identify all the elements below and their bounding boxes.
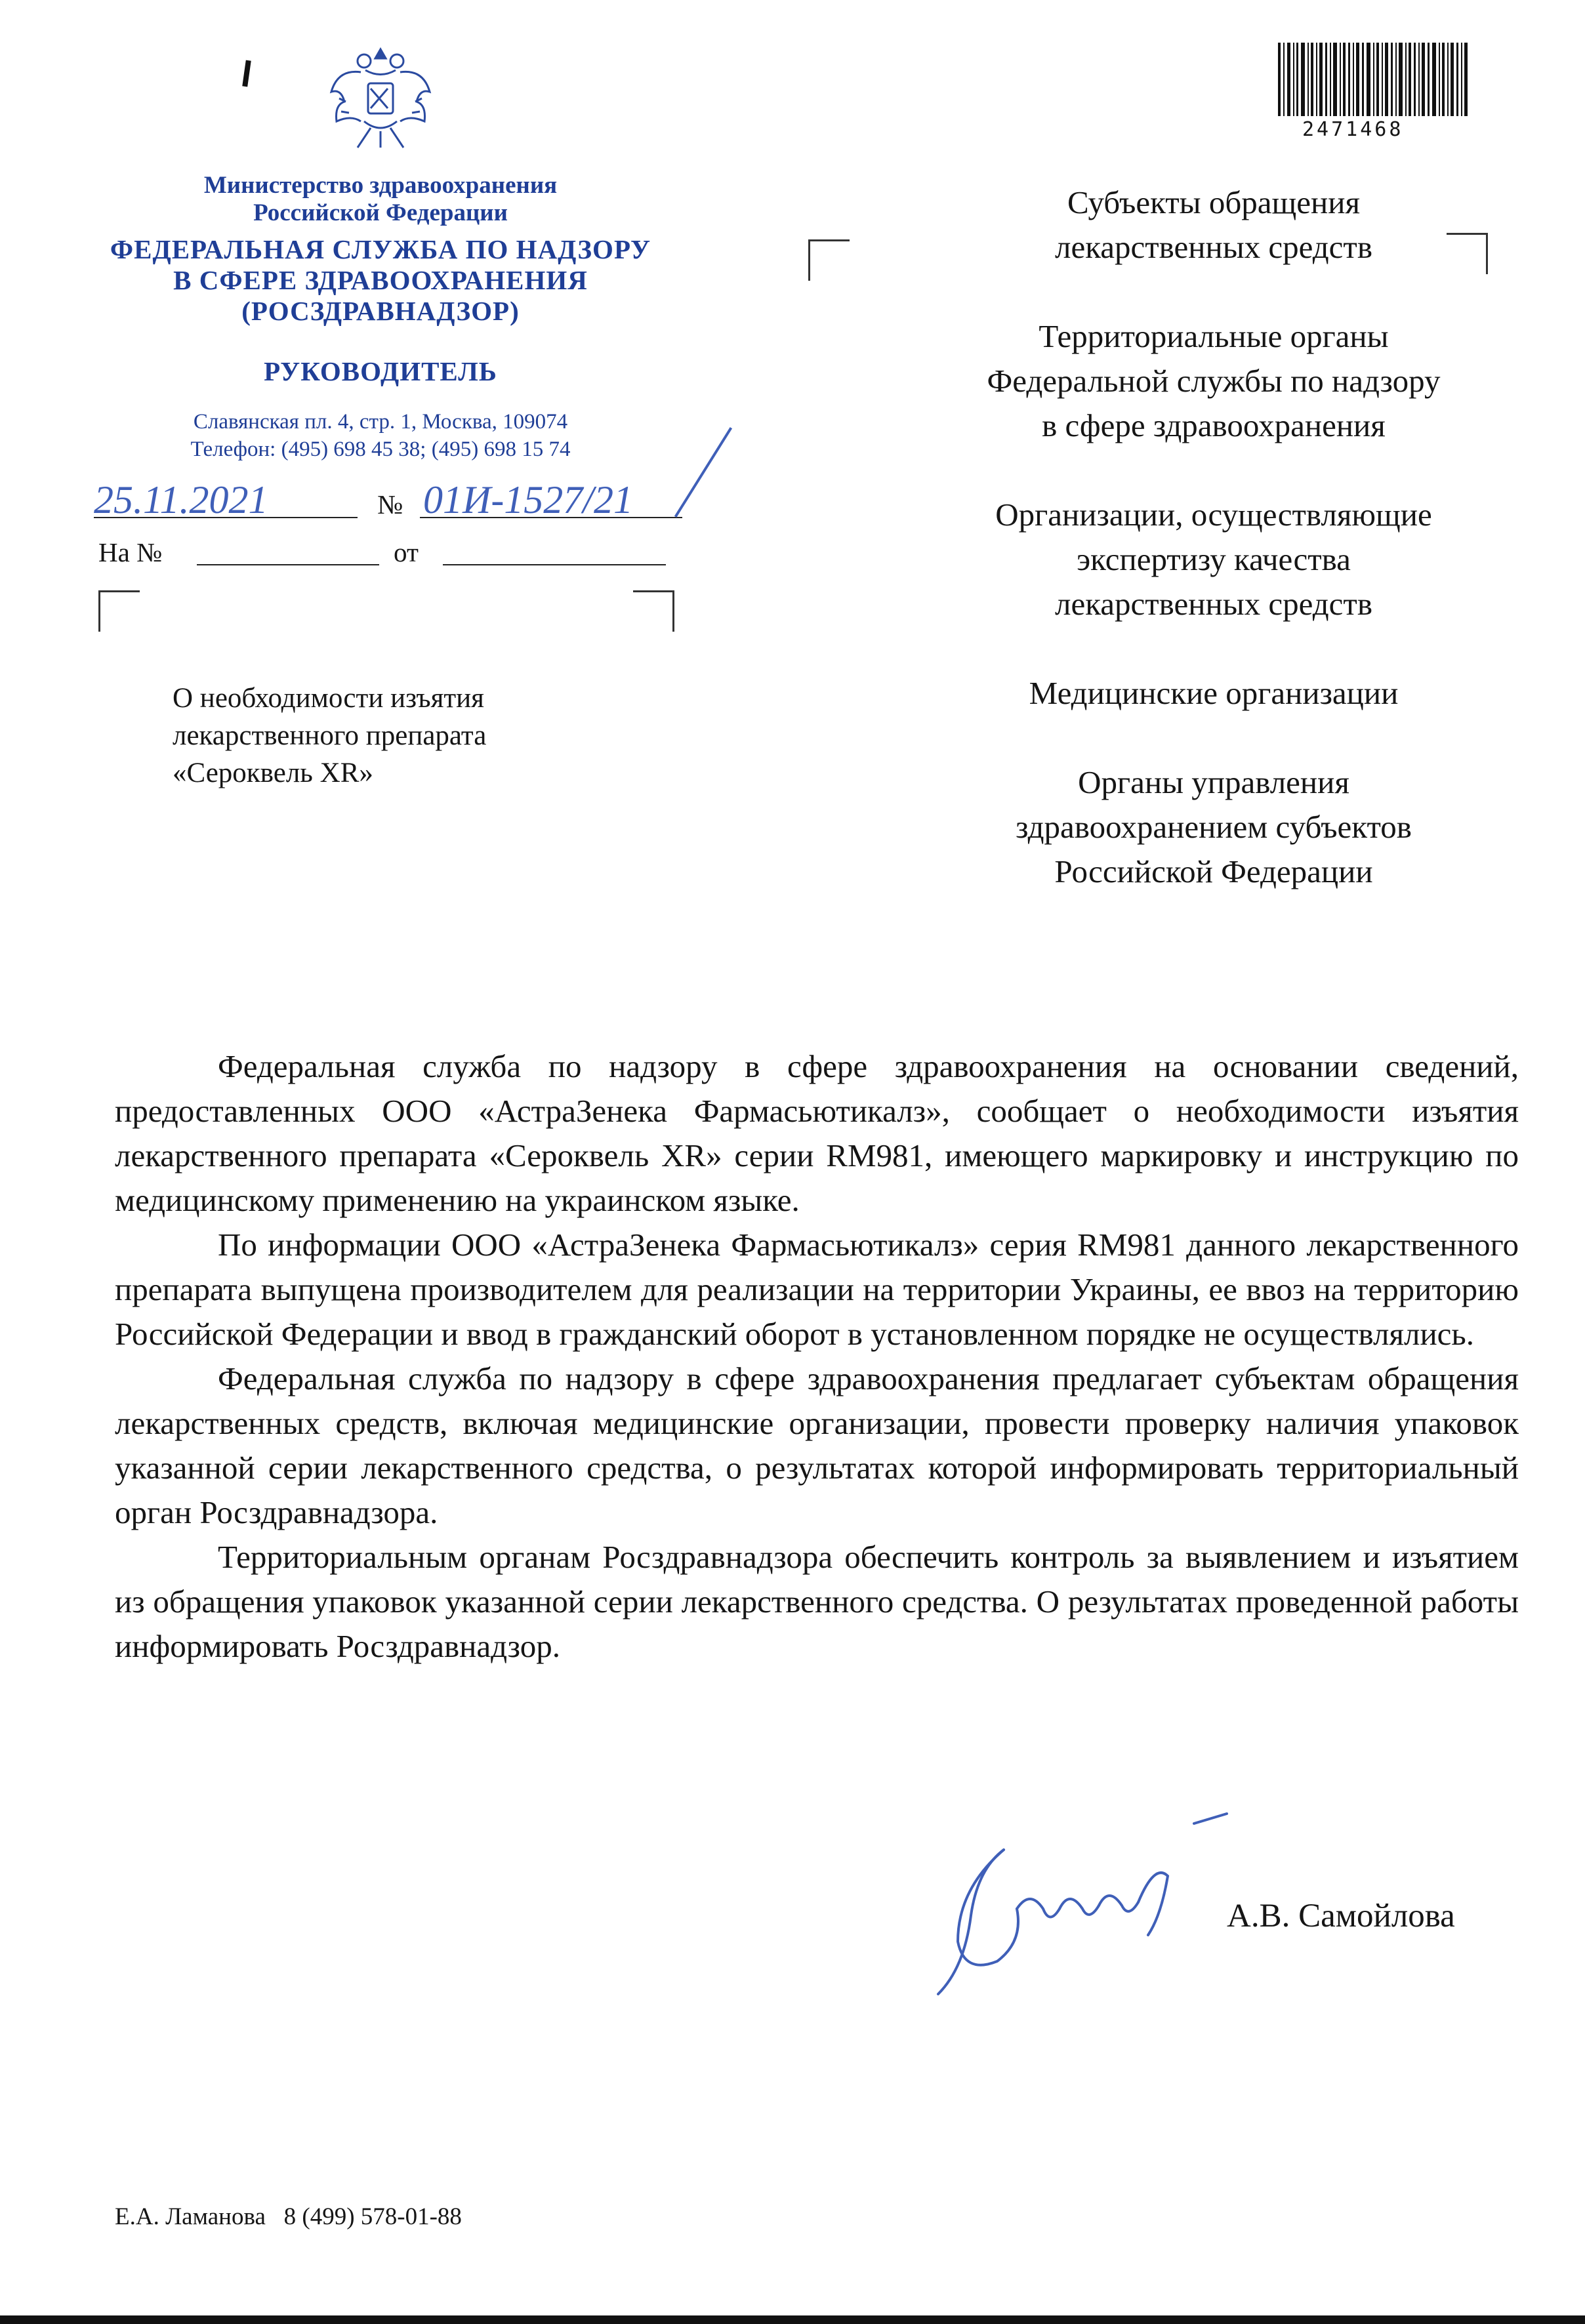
letter-subject [173,680,486,792]
barcode-number: 2471468 [1302,118,1404,141]
document-number: 01И-1527/21 [423,478,633,521]
subject-line2: лекарственного препарата [173,720,487,751]
service-line1: ФЕДЕРАЛЬНАЯ СЛУЖБА ПО НАДЗОРУ [110,234,651,264]
recipient-line: экспертизу качества [1077,541,1351,577]
barcode [1278,43,1468,116]
recipient-item [853,180,1575,270]
recipient-line: Федеральной службы по надзору [987,363,1441,399]
subject-line1: О необходимости изъятия [173,683,484,714]
scan-edge-bottom [0,2315,1585,2324]
executor-phone: 8 (499) 578-01-88 [283,2203,462,2230]
body-paragraph: Федеральная служба по надзору в сфере здравоохранения на основании сведений, предоставленных ООО «АстраЗенека Фармасьютикалз», сообщает о необходимости изъятия лекарственного препарата «Сероквель XR» серии RM981, имеющего маркировку и инструкцию по медицинскому применению на украинском языке. [115,1048,1519,1218]
number-slash-mark [674,427,732,518]
from-date-line [443,564,666,565]
executor-info [115,2203,462,2231]
number-label: № [377,489,403,520]
recipient-item [853,493,1575,626]
recipient-line: Органы управления [1078,764,1349,800]
address-block [121,408,640,463]
subject-bracket-left [98,590,140,632]
handwritten-signature [918,1810,1260,2007]
recipient-line: Российской Федерации [1054,853,1373,889]
recipient-line: в сфере здравоохранения [1042,407,1386,443]
recipient-line: лекарственных средств [1055,229,1372,265]
subject-bracket-right [633,590,674,632]
recipient-line: Медицинские организации [1029,675,1399,711]
position-title: РУКОВОДИТЕЛЬ [264,356,497,386]
executor-name: Е.А. Ламанова [115,2203,266,2230]
recipient-line: Территориальные органы [1039,318,1389,354]
coat-of-arms-emblem [325,43,436,157]
service-line3: (РОСЗДРАВНАДЗОР) [241,296,520,326]
recipient-bracket-left [808,239,850,281]
from-label: от [394,537,419,567]
recipient-line: здравоохранением субъектов [1016,809,1412,845]
recipient-line: Субъекты обращения [1067,184,1360,220]
signer-name: А.В. Самойлова [1227,1898,1455,1934]
date-underline [94,517,358,518]
body-paragraph: Федеральная служба по надзору в сфере здравоохранения предлагает субъектам обращения лекарственных средств, включая медицинские организации, провести проверку наличия упаковок указанной серии лекарственного средства, о результатах которой информировать территориальный орган Росздравнадзора. [115,1360,1519,1530]
in-reply-label: На № [98,537,163,567]
number-underline [420,517,682,518]
subject-line3: «Сероквель XR» [173,758,373,788]
body-paragraph: По информации ООО «АстраЗенека Фармасьютикалз» серия RM981 данного лекарственного препарата выпущена производителем для реализации на территории Украины, ее ввоз на территорию Российской Федерации и ввод в гражданский оборот в установленном порядке не осуществлялись. [115,1227,1519,1352]
recipient-item [853,671,1575,716]
ministry-name [121,172,640,227]
service-name [75,234,686,327]
service-line2: В СФЕРЕ ЗДРАВООХРАНЕНИЯ [173,265,588,295]
body-paragraph: Территориальным органам Росздравнадзора обеспечить контроль за выявлением и изъятием из обращения упаковок указанной серии лекарственного средства. О результатах проведенной работы информировать Росздравнадзор. [115,1539,1519,1664]
recipients-block [853,180,1575,939]
recipient-item [853,314,1575,448]
ministry-line2: Российской Федерации [253,199,508,226]
letter-body [115,1044,1519,1669]
scan-mark [242,60,251,87]
recipient-line: лекарственных средств [1055,586,1372,622]
ministry-line1: Министерство здравоохранения [203,172,558,199]
recipient-line: Организации, осуществляющие [995,497,1432,533]
address-line: Славянская пл. 4, стр. 1, Москва, 109074 [193,410,568,434]
recipient-item [853,760,1575,894]
phone-line: Телефон: (495) 698 45 38; (495) 698 15 74 [190,438,571,461]
document-date: 25.11.2021 [94,478,268,521]
in-reply-number-line [197,564,379,565]
